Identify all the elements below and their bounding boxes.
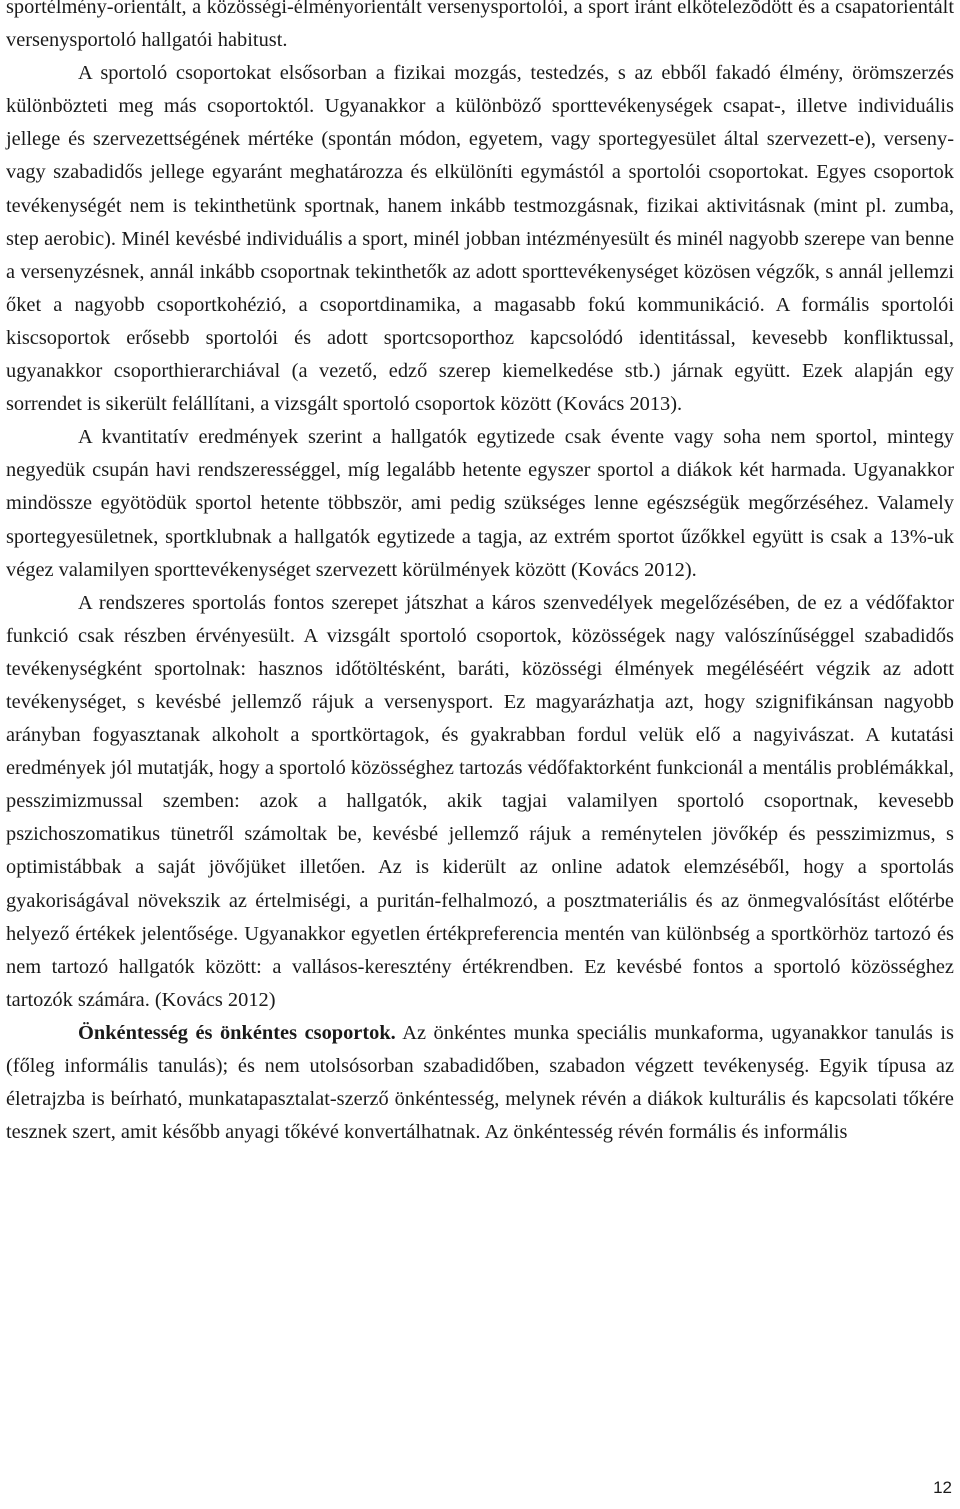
paragraph-2: A sportoló csoportokat elsősorban a fizikai mozgás, testedzés, s az ebből fakadó élmény, örömszerzés különbözteti meg más csoportoktól. Ugyanakkor a különböző sporttevékenységek csapat-, illetve individuális jellege és szervezettségének mértéke (spontán módon, egyetem, vagy sportegyesület által szervezett-e), verseny- vagy szabadidős jellege egyaránt meghatározza és elkülöníti egymástól a sportolói csoportokat. Egyes csoportok tevékenységét nem is tekinthetünk sportnak, hanem inkább testmozgásnak, fizikai aktivitásnak (mint pl. zumba, step aerobic). Minél kevésbé individuális a sport, minél jobban intézményesült és minél nagyobb szerepe van benne a versenyzésnek, annál inkább csoportnak tekinthetők az adott sporttevékenységet közösen végzők, s annál jellemzi őket a nagyobb csoportkohézió, a csoportdinamika, a magasabb fokú kommunikáció. A formális sportolói kiscsoportok erősebb sportolói és adott sportcsoporthoz kapcsolódó identitással, kevesebb konfliktussal, ugyanakkor csoporthierarchiával (a vezető, edző szerep kiemelkedése stb.) járnak együtt. Ezek alapján egy sorrendet is sikerült felállítani, a vizsgált sportoló csoportok között (Kovács 2013). <box>6 62 954 416</box>
paragraph-5 <box>6 1017 954 1149</box>
document-page <box>6 0 954 1149</box>
paragraph-3: A kvantitatív eredmények szerint a hallgatók egytizede csak évente vagy soha nem sportol, mintegy negyedük csupán havi rendszerességgel, míg legalább hetente egyszer sportol a diákok két harmada. Ugyanakkor mindössze egyötödük sportol hetente többször, ami pedig szükséges lenne egészségük megőrzéséhez. Valamely sportegyesületnek, sportklubnak a hallgatók egytizede a tagja, az extrém sportot űzőkkel együtt is csak a 13%-uk végez valamilyen sporttevékenységet szervezett körülmények között (Kovács 2012). <box>6 426 954 581</box>
page-number: 12 <box>933 1478 952 1497</box>
paragraph-5-text: Az önkéntes munka speciális munkaforma, ugyanakkor tanulás is (főleg informális tanulás); és nem utolsósorban szabadidőben, szabadon végzett tevékenység. Egyik típusa az életrajzba is beírható, munkatapasztalat-szerző önkéntesség, melynek révén a diákok kulturális és kapcsolati tőkére tesznek szert, amit később anyagi tőkévé konvertálhatnak. Az önkéntesség révén formális és informális <box>6 1021 954 1144</box>
paragraph-4: A rendszeres sportolás fontos szerepet játszhat a káros szenvedélyek megelőzésében, de ez a védőfaktor funkció csak részben érvényesült. A vizsgált sportoló csoportok, közösségek nagy valószínűséggel szabadidős tevékenységként sportolnak: hasznos időtöltésként, baráti, közösségi élmények megéléséért végzik az adott tevékenységet, s kevésbé jellemző rájuk a versenysport. Ez magyarázhatja azt, hogy szignifikánsan nagyobb arányban fogyasztanak alkoholt a sportkörtagok, és gyakrabban fordul velük elő a nagyivászat. A kutatási eredmények jól mutatják, hogy a sportoló közösséghez tartozás védőfaktorként funkcionál a mentális problémákkal, pesszimizmussal szemben: azok a hallgatók, akik tagjai valamilyen sportoló csoportnak, kevesebb pszichoszomatikus tünetről számoltak be, kevésbé jellemző rájuk a reménytelen jövőkép és pesszimizmus, s optimistábbak a saját jövőjüket illetően. Az is kiderült az online adatok elemzéséből, hogy a sportolás gyakoriságával növekszik az értelmiségi, a puritán-felhalmozó, a posztmateriális és az önmegvalósítást előtérbe helyező értékek jelentősége. Ugyanakkor egyetlen értékpreferencia mentén van különbség a sportkörhöz tartozó és nem tartozó hallgatók között: a vallásos-keresztény értékrendben. Ez kevésbé fontos a sportoló közösséghez tartozók számára. (Kovács 2012) <box>6 591 954 1011</box>
paragraph-1: sportélmény-orientált, a közösségi-élményorientált versenysportolói, a sport iránt elkötelezõdött és a csapatorientált versenysportoló hallgatói habitust. <box>6 0 954 52</box>
section-lead-heading: Önkéntesség és önkéntes csoportok. <box>78 1021 396 1044</box>
